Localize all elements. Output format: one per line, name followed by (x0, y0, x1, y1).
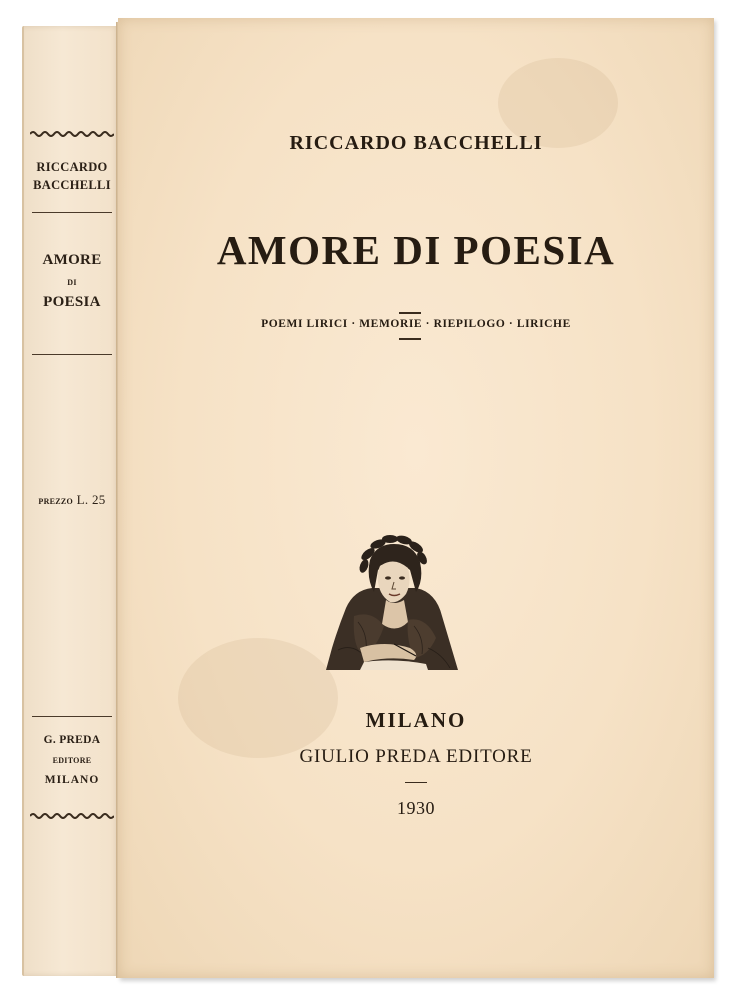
spine-rule-1 (32, 212, 112, 213)
cover-publisher: GIULIO PREDA EDITORE (299, 746, 533, 767)
cover-title: AMORE DI POESIA (216, 227, 616, 273)
book (22, 18, 714, 980)
spine-publisher-line3: MILANO (44, 774, 100, 786)
spine-publisher-line1: G. PREDA (43, 734, 101, 746)
spine-ornament-bottom (30, 812, 114, 820)
spine-rule-3 (32, 716, 112, 717)
spine-title-line3: POESIA (43, 294, 101, 310)
subtitle-rule-top (399, 312, 421, 314)
spine-price-value: L. 25 (76, 492, 106, 507)
spine-price (24, 492, 120, 508)
cover-author: RICCARDO BACCHELLI (289, 132, 543, 154)
year-rule (405, 782, 427, 783)
cover-year: 1930 (397, 798, 435, 818)
spine-ornament-top (30, 130, 114, 138)
paper-stain (178, 638, 338, 758)
spine-title-line2: DI (67, 278, 77, 287)
muse-vignette-image (324, 530, 462, 676)
subtitle-rule-bottom (399, 338, 421, 340)
cover-city: MILANO (365, 708, 467, 732)
book-spine (22, 26, 120, 976)
spine-title-line1: AMORE (42, 252, 102, 268)
spine-rule-2 (32, 354, 112, 355)
cover-subtitle: POEMI LIRICI · MEMORIE · RIEPILOGO · LIRICHE (261, 318, 571, 330)
spine-author-line1: RICCARDO (36, 160, 108, 174)
spine-publisher-line2: EDITORE (52, 756, 92, 765)
spine-author-line2: BACCHELLI (33, 178, 111, 192)
front-cover (118, 18, 714, 978)
spine-price-label: PREZZO (38, 497, 74, 506)
